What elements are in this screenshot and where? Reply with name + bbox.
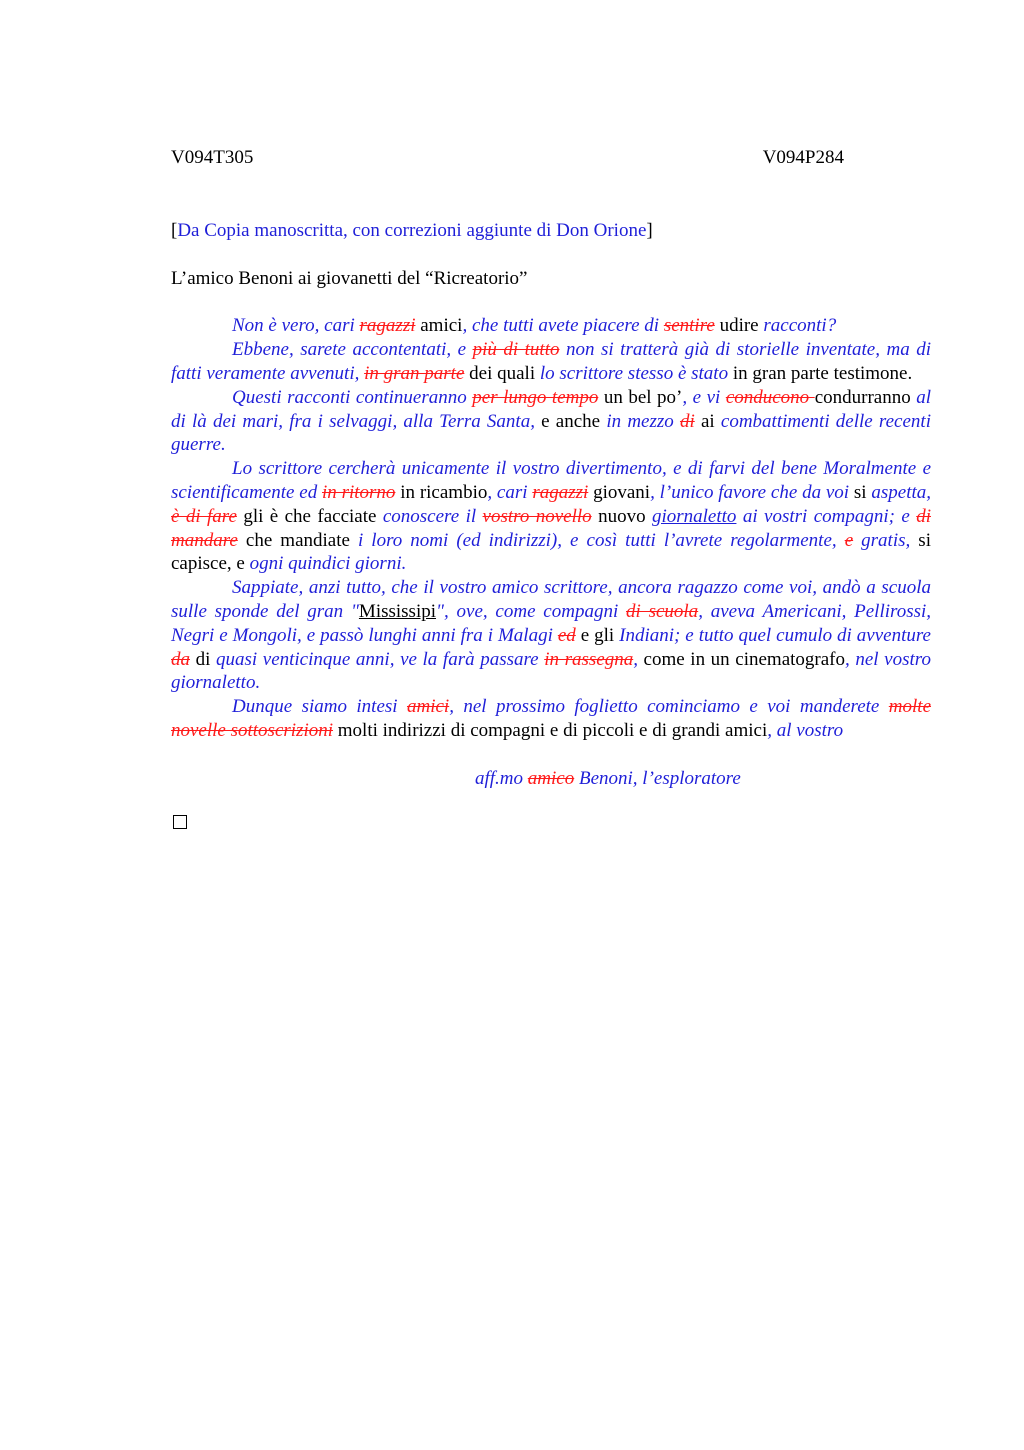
correction-text: non si tratterà già di storielle inventate, ma di fatti veramente avvenuti, <box>171 339 931 384</box>
deleted-text: molte novelle sottoscrizioni <box>171 696 932 741</box>
original-text: amici <box>415 315 463 337</box>
deleted-text: e <box>844 529 854 551</box>
deleted-text: in gran parte <box>364 362 465 384</box>
deleted-text: è di fare <box>171 505 237 527</box>
paragraph <box>171 338 931 386</box>
original-text: e gli <box>575 624 620 646</box>
original-text: che mandiate <box>237 529 358 551</box>
correction-text: , nel prossimo foglietto cominciamo e voi manderete <box>449 696 889 718</box>
correction-text: combattimenti delle recenti guerre. <box>171 410 931 456</box>
original-text: come in un cinematografo <box>637 648 846 670</box>
correction-text: Lo scrittore cercherà unicamente il vostro divertimento, e di farvi del bene Moralmente e scientificamente ed <box>171 458 931 503</box>
correction-text: , che tutti avete piacere di <box>462 315 664 337</box>
original-text: gli è che facciate <box>236 505 383 527</box>
original-text: si capisce, e <box>171 529 931 575</box>
source-open-bracket: [ <box>171 219 178 241</box>
correction-text: aspetta, <box>871 481 932 503</box>
correction-text: aff.mo <box>475 767 528 789</box>
source-note <box>171 219 931 243</box>
original-text: di <box>190 648 216 670</box>
deleted-text: amico <box>527 767 575 789</box>
correction-text: , <box>633 648 638 670</box>
original-text-underlined: Mississipi <box>358 600 437 622</box>
original-text: e anche <box>534 410 607 432</box>
deleted-text: ragazzi <box>532 481 589 503</box>
paragraph <box>171 457 931 576</box>
deleted-text: per lungo tempo <box>472 386 599 408</box>
deleted-text: ed <box>557 624 576 646</box>
document-page <box>171 146 931 829</box>
source-note-text: Da Copia manoscritta, con correzioni aggiunte di Don Orione <box>177 219 647 241</box>
deleted-text: di scuola <box>626 600 699 622</box>
deleted-text: sentire <box>663 315 715 337</box>
document-header <box>171 146 844 170</box>
correction-text: , al vostro <box>767 719 844 741</box>
correction-text: ", ove, come compagni <box>436 600 627 622</box>
correction-text-underlined: giornaletto <box>651 505 737 527</box>
correction-text: in mezzo <box>606 410 680 432</box>
correction-text: lo scrittore stesso è stato <box>539 362 729 384</box>
deleted-text: di <box>679 410 695 432</box>
paragraph <box>171 695 931 743</box>
empty-square-icon <box>173 815 187 829</box>
deleted-text: più di tutto <box>472 339 560 361</box>
original-text: si <box>849 481 872 503</box>
correction-text: ogni quindici giorni. <box>249 553 407 575</box>
correction-text: i loro nomi (ed indirizzi), e così tutti l’avrete regolarmente, <box>357 529 845 551</box>
correction-text: quasi venticinque anni, ve la farà passare <box>215 648 545 670</box>
paragraph <box>171 576 931 695</box>
original-text: udire <box>714 315 764 337</box>
correction-text: , cari <box>487 481 533 503</box>
correction-text: , aveva Americani, Pellirossi, Negri e Mongoli, e passò lunghi anni fra i Malagi <box>171 600 932 646</box>
correction-text: Sappiate, anzi tutto, che il vostro amico scrittore, ancora ragazzo come voi, andò a scuola sulle sponde del gran " <box>171 577 931 622</box>
correction-text: Non è vero, cari <box>232 315 360 337</box>
original-text: in ricambio <box>395 481 488 503</box>
correction-text: Indiani; e tutto quel cumulo di avventure <box>619 624 931 646</box>
correction-text: Dunque siamo intesi <box>232 696 407 718</box>
correction-text: , nel vostro giornaletto. <box>171 648 931 694</box>
original-text: nuovo <box>591 505 652 527</box>
original-text: un bel po’ <box>598 386 683 408</box>
left-code: V094T305 <box>171 147 254 168</box>
signature <box>171 767 931 791</box>
deleted-text: in ritorno <box>322 481 396 503</box>
right-code: V094P284 <box>762 147 844 168</box>
correction-text: conoscere il <box>382 505 483 527</box>
correction-text: al di là dei mari, fra i selvaggi, alla Terra Santa, <box>171 386 931 432</box>
correction-text: , l’unico favore che da voi <box>650 481 850 503</box>
deleted-text: amici <box>406 696 450 718</box>
deleted-text: conducono <box>725 386 815 408</box>
deleted-text: da <box>171 648 190 670</box>
original-text: ai <box>694 410 721 432</box>
original-text: giovani <box>588 481 651 503</box>
correction-text: ai vostri compagni; e <box>736 505 917 527</box>
correction-text: , e vi <box>682 386 726 408</box>
source-close-bracket: ] <box>646 219 653 241</box>
deleted-text: ragazzi <box>359 315 416 337</box>
paragraph <box>171 386 931 457</box>
original-text: in gran parte testimone. <box>728 362 913 384</box>
correction-text: Questi racconti continueranno <box>232 386 473 408</box>
correction-text: Benoni, l’esploratore <box>574 767 741 789</box>
original-text: dei quali <box>464 362 540 384</box>
original-text: molti indirizzi di compagni e di piccoli e di grandi amici <box>333 719 768 741</box>
letter-body <box>171 314 931 742</box>
deleted-text: in rassegna <box>544 648 634 670</box>
deleted-text: vostro novello <box>482 505 592 527</box>
deleted-text: di mandare <box>171 505 931 551</box>
letter-title: L’amico Benoni ai giovanetti del “Ricreatorio” <box>171 267 528 289</box>
paragraph <box>171 314 931 338</box>
original-text: condurranno <box>814 386 917 408</box>
correction-text: racconti? <box>763 315 837 337</box>
correction-text: gratis, <box>853 529 911 551</box>
correction-text: Ebbene, sarete accontentati, e <box>232 339 473 361</box>
